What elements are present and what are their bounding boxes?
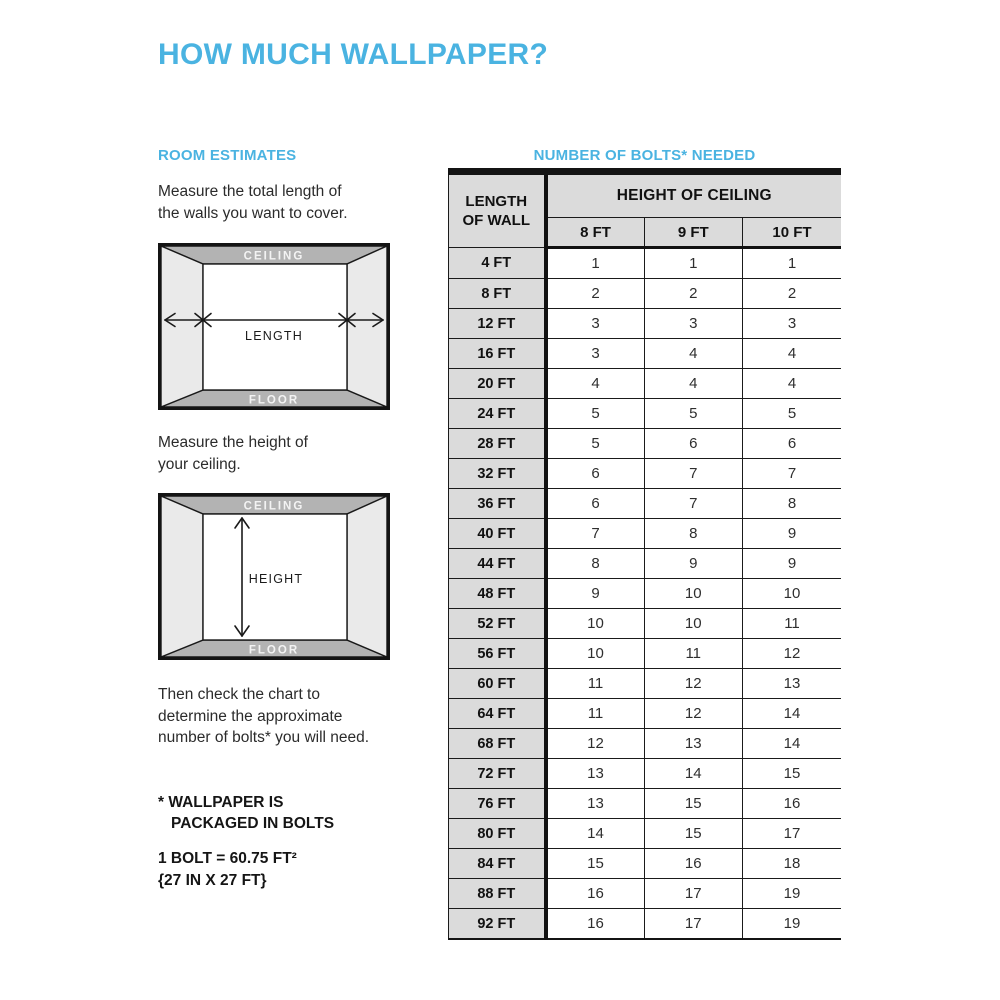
height-measure-label: HEIGHT xyxy=(248,572,304,586)
table-row xyxy=(449,729,842,759)
left-wall-surface xyxy=(161,246,203,407)
bolt-count-cell: 18 xyxy=(743,849,842,879)
bolt-size-spec xyxy=(158,848,297,892)
table-row xyxy=(449,339,842,369)
bolt-count-cell: 15 xyxy=(644,789,743,819)
bolt-count-cell: 5 xyxy=(546,399,645,429)
wall-length-cell: 60 FT xyxy=(449,669,546,699)
ceiling-9ft-header: 9 FT xyxy=(644,218,743,248)
table-row xyxy=(449,519,842,549)
bolt-count-cell: 13 xyxy=(743,669,842,699)
table-row xyxy=(449,879,842,909)
wall-length-cell: 76 FT xyxy=(449,789,546,819)
bolt-count-cell: 6 xyxy=(644,429,743,459)
header-line: OF WALL xyxy=(462,212,530,229)
bolt-count-cell: 9 xyxy=(743,519,842,549)
bolt-count-cell: 2 xyxy=(644,279,743,309)
bolt-count-cell: 10 xyxy=(743,579,842,609)
bolt-count-cell: 1 xyxy=(743,248,842,279)
bolt-count-cell: 3 xyxy=(546,339,645,369)
bolt-count-cell: 7 xyxy=(644,489,743,519)
instruction-line: the walls you want to cover. xyxy=(158,204,348,222)
height-of-ceiling-header: HEIGHT OF CEILING xyxy=(546,175,842,218)
bolts-table-body xyxy=(449,248,842,940)
table-row xyxy=(449,549,842,579)
table-row xyxy=(449,489,842,519)
footnote-line: * WALLPAPER IS xyxy=(158,794,284,811)
bolt-count-cell: 14 xyxy=(743,729,842,759)
wall-length-cell: 92 FT xyxy=(449,909,546,940)
bolt-count-cell: 5 xyxy=(644,399,743,429)
bolt-count-cell: 6 xyxy=(743,429,842,459)
bolt-count-cell: 10 xyxy=(644,609,743,639)
instruction-line: determine the approximate xyxy=(158,707,343,725)
bolt-count-cell: 1 xyxy=(546,248,645,279)
wall-length-cell: 4 FT xyxy=(449,248,546,279)
bolt-count-cell: 15 xyxy=(546,849,645,879)
table-row xyxy=(449,789,842,819)
wall-length-cell: 36 FT xyxy=(449,489,546,519)
instruction-line: Measure the total length of xyxy=(158,183,342,200)
bolt-count-cell: 6 xyxy=(546,459,645,489)
wall-length-cell: 52 FT xyxy=(449,609,546,639)
table-row xyxy=(449,909,842,940)
ceiling-10ft-header: 10 FT xyxy=(743,218,842,248)
bolt-count-cell: 2 xyxy=(546,279,645,309)
wall-length-cell: 72 FT xyxy=(449,759,546,789)
bolt-count-cell: 4 xyxy=(644,369,743,399)
table-row xyxy=(449,759,842,789)
ceiling-label: CEILING xyxy=(243,250,305,263)
bolt-count-cell: 19 xyxy=(743,879,842,909)
left-wall-surface xyxy=(161,496,203,657)
room-length-diagram xyxy=(158,243,390,410)
instruction-line: number of bolts* you will need. xyxy=(158,729,370,746)
bolt-spec-line: {27 IN X 27 FT} xyxy=(158,872,267,889)
bolt-count-cell: 10 xyxy=(546,639,645,669)
table-row xyxy=(449,279,842,309)
bolt-count-cell: 11 xyxy=(644,639,743,669)
table-header-row xyxy=(449,175,842,218)
table-row xyxy=(449,309,842,339)
bolt-count-cell: 7 xyxy=(644,459,743,489)
bolt-count-cell: 12 xyxy=(644,699,743,729)
ceiling-label: CEILING xyxy=(243,500,305,513)
table-row xyxy=(449,369,842,399)
bolt-count-cell: 3 xyxy=(546,309,645,339)
bolt-count-cell: 11 xyxy=(743,609,842,639)
bolt-count-cell: 1 xyxy=(644,248,743,279)
bolt-count-cell: 16 xyxy=(644,849,743,879)
bolt-count-cell: 3 xyxy=(743,309,842,339)
bolt-count-cell: 15 xyxy=(743,759,842,789)
table-row xyxy=(449,849,842,879)
bolt-count-cell: 13 xyxy=(546,789,645,819)
bolt-count-cell: 9 xyxy=(546,579,645,609)
floor-label: FLOOR xyxy=(248,644,300,657)
bolts-footnote xyxy=(158,792,334,834)
wall-length-cell: 20 FT xyxy=(449,369,546,399)
check-chart-instruction xyxy=(158,684,369,749)
bolt-count-cell: 13 xyxy=(644,729,743,759)
bolt-count-cell: 4 xyxy=(743,339,842,369)
table-row xyxy=(449,459,842,489)
table-row xyxy=(449,429,842,459)
wall-length-cell: 80 FT xyxy=(449,819,546,849)
bolt-count-cell: 10 xyxy=(644,579,743,609)
table-row xyxy=(449,669,842,699)
bolt-count-cell: 10 xyxy=(546,609,645,639)
instruction-line: Then check the chart to xyxy=(158,686,320,703)
bolt-count-cell: 14 xyxy=(644,759,743,789)
bolt-count-cell: 4 xyxy=(546,369,645,399)
measure-height-instruction xyxy=(158,432,308,475)
length-measure-label: LENGTH xyxy=(245,329,303,343)
footnote-line: PACKAGED IN BOLTS xyxy=(171,815,335,832)
measure-length-instruction xyxy=(158,181,348,224)
table-row xyxy=(449,639,842,669)
floor-label: FLOOR xyxy=(248,394,300,407)
wall-length-cell: 48 FT xyxy=(449,579,546,609)
header-line: LENGTH xyxy=(465,193,528,210)
bolt-count-cell: 17 xyxy=(743,819,842,849)
bolt-count-cell: 4 xyxy=(644,339,743,369)
ceiling-8ft-header: 8 FT xyxy=(546,218,645,248)
bolt-count-cell: 3 xyxy=(644,309,743,339)
wall-length-cell: 28 FT xyxy=(449,429,546,459)
wall-length-cell: 68 FT xyxy=(449,729,546,759)
page-title: HOW MUCH WALLPAPER? xyxy=(158,38,549,71)
wall-length-cell: 56 FT xyxy=(449,639,546,669)
bolt-count-cell: 4 xyxy=(743,369,842,399)
bolt-spec-line: 1 BOLT = 60.75 FT² xyxy=(158,850,297,867)
wall-length-cell: 40 FT xyxy=(449,519,546,549)
room-estimates-heading: ROOM ESTIMATES xyxy=(158,147,297,164)
bolt-count-cell: 5 xyxy=(546,429,645,459)
bolt-count-cell: 12 xyxy=(546,729,645,759)
bolt-count-cell: 17 xyxy=(644,879,743,909)
bolts-needed-table xyxy=(448,175,841,940)
back-wall-surface xyxy=(203,264,347,390)
bolt-count-cell: 12 xyxy=(743,639,842,669)
bolt-count-cell: 15 xyxy=(644,819,743,849)
table-row xyxy=(449,579,842,609)
room-height-diagram xyxy=(158,493,390,660)
instruction-line: Measure the height of xyxy=(158,434,308,451)
table-row xyxy=(449,819,842,849)
table-top-bar xyxy=(448,168,841,175)
bolts-needed-heading: NUMBER OF BOLTS* NEEDED xyxy=(533,147,756,164)
bolt-count-cell: 6 xyxy=(546,489,645,519)
bolt-count-cell: 12 xyxy=(644,669,743,699)
bolt-count-cell: 11 xyxy=(546,699,645,729)
bolt-count-cell: 8 xyxy=(743,489,842,519)
bolt-count-cell: 2 xyxy=(743,279,842,309)
right-wall-surface xyxy=(347,246,387,407)
instruction-line: your ceiling. xyxy=(158,455,241,473)
bolt-count-cell: 7 xyxy=(546,519,645,549)
wall-length-cell: 16 FT xyxy=(449,339,546,369)
bolt-count-cell: 7 xyxy=(743,459,842,489)
wall-length-cell: 64 FT xyxy=(449,699,546,729)
table-row xyxy=(449,699,842,729)
bolt-count-cell: 9 xyxy=(644,549,743,579)
bolt-count-cell: 8 xyxy=(644,519,743,549)
bolt-count-cell: 16 xyxy=(743,789,842,819)
bolt-count-cell: 17 xyxy=(644,909,743,940)
length-of-wall-header xyxy=(449,175,546,248)
wall-length-cell: 44 FT xyxy=(449,549,546,579)
table-row xyxy=(449,399,842,429)
wall-length-cell: 32 FT xyxy=(449,459,546,489)
wall-length-cell: 8 FT xyxy=(449,279,546,309)
bolt-count-cell: 13 xyxy=(546,759,645,789)
table-row xyxy=(449,248,842,279)
bolt-count-cell: 14 xyxy=(546,819,645,849)
wall-length-cell: 88 FT xyxy=(449,879,546,909)
wall-length-cell: 84 FT xyxy=(449,849,546,879)
bolt-count-cell: 11 xyxy=(546,669,645,699)
bolt-count-cell: 14 xyxy=(743,699,842,729)
bolt-count-cell: 19 xyxy=(743,909,842,940)
bolt-count-cell: 9 xyxy=(743,549,842,579)
wall-length-cell: 12 FT xyxy=(449,309,546,339)
wall-length-cell: 24 FT xyxy=(449,399,546,429)
bolt-count-cell: 16 xyxy=(546,909,645,940)
bolt-count-cell: 8 xyxy=(546,549,645,579)
bolt-count-cell: 5 xyxy=(743,399,842,429)
bolt-count-cell: 16 xyxy=(546,879,645,909)
table-row xyxy=(449,609,842,639)
right-wall-surface xyxy=(347,496,387,657)
